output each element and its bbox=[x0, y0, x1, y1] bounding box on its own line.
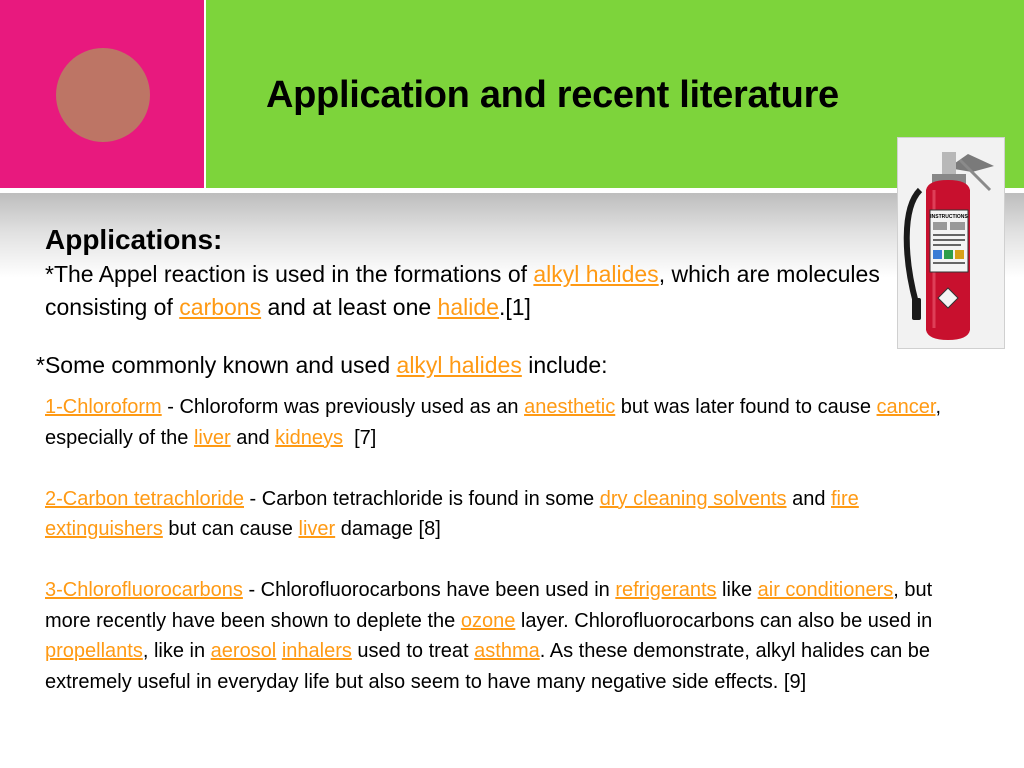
decorative-circle bbox=[56, 48, 150, 142]
text: used to treat bbox=[351, 640, 475, 662]
text: like bbox=[716, 579, 758, 601]
list-item-chlorofluorocarbons bbox=[45, 575, 975, 697]
carbon-tetrachloride-link[interactable]: 2-Carbon tetrachloride bbox=[45, 487, 244, 510]
text: and bbox=[230, 426, 276, 449]
text: - Chloroform was previously used as an bbox=[161, 396, 525, 418]
text: . As these demonstrate, alkyl halides can be extremely useful in everyday life but also seem to have many negative side effects. [9] bbox=[45, 640, 930, 693]
alkyl-halides-link[interactable]: alkyl halides bbox=[396, 352, 522, 378]
refrigerants-link[interactable]: refrigerants bbox=[615, 579, 717, 601]
fire-extinguishers-link[interactable]: fire extinguishers bbox=[45, 487, 859, 540]
text: *Some commonly known and used bbox=[36, 352, 397, 378]
text: and at least one bbox=[261, 294, 438, 320]
fire-extinguisher-icon bbox=[898, 138, 1004, 348]
halide-link[interactable]: halide bbox=[437, 294, 499, 320]
applications-heading: Applications: bbox=[45, 224, 223, 255]
ozone-link[interactable]: ozone bbox=[460, 609, 516, 632]
carbons-link[interactable]: carbons bbox=[179, 294, 262, 320]
chloroform-link[interactable]: 1-Chloroform bbox=[45, 396, 162, 418]
alkyl-halides-link[interactable]: alkyl halides bbox=[533, 261, 659, 287]
list-item-chloroform bbox=[45, 392, 975, 453]
common-alkyl-halides-line bbox=[36, 349, 608, 382]
liver-link[interactable]: liver bbox=[298, 518, 336, 540]
text: damage [8] bbox=[335, 518, 441, 540]
text: *The Appel reaction is used in the formations of bbox=[45, 261, 534, 287]
air-conditioners-link[interactable]: air conditioners bbox=[757, 579, 894, 601]
text: , but more recently have been shown to deplete the bbox=[45, 579, 933, 632]
text: and bbox=[786, 487, 831, 510]
kidneys-link[interactable]: kidneys bbox=[275, 426, 343, 449]
text: layer. Chlorofluorocarbons can also be used in bbox=[515, 609, 933, 632]
dry-cleaning-solvents-link[interactable]: dry cleaning solvents bbox=[599, 487, 787, 510]
inhalers-link[interactable]: inhalers bbox=[281, 640, 352, 662]
spacer bbox=[45, 453, 975, 484]
text: - Carbon tetrachloride is found in some bbox=[244, 487, 600, 510]
text: but can cause bbox=[162, 518, 299, 540]
slide-title: Application and recent literature bbox=[266, 74, 839, 116]
aerosol-link[interactable]: aerosol bbox=[210, 640, 277, 662]
text: include: bbox=[521, 352, 608, 378]
svg-text:INSTRUCTIONS: INSTRUCTIONS bbox=[930, 214, 968, 220]
examples-list bbox=[45, 392, 975, 697]
text: [7] bbox=[342, 426, 377, 449]
list-item-carbon-tetrachloride bbox=[45, 484, 975, 545]
propellants-link[interactable]: propellants bbox=[45, 640, 143, 662]
text: , especially of the bbox=[45, 396, 942, 449]
chlorofluorocarbons-link[interactable]: 3-Chlorofluorocarbons bbox=[45, 579, 243, 601]
liver-link[interactable]: liver bbox=[193, 426, 231, 449]
text: , like in bbox=[142, 640, 211, 662]
applications-paragraph bbox=[45, 258, 895, 324]
text: , which are molecules consisting of bbox=[45, 261, 880, 320]
text: - Chlorofluorocarbons have been used in bbox=[242, 579, 616, 601]
asthma-link[interactable]: asthma bbox=[474, 640, 540, 662]
spacer bbox=[45, 545, 975, 576]
fire-extinguisher-photo bbox=[897, 137, 1005, 349]
anesthetic-link[interactable]: anesthetic bbox=[524, 396, 616, 418]
text: .[1] bbox=[498, 294, 531, 320]
text: but was later found to cause bbox=[615, 396, 877, 418]
applications-section bbox=[45, 222, 895, 324]
cancer-link[interactable]: cancer bbox=[876, 396, 936, 418]
